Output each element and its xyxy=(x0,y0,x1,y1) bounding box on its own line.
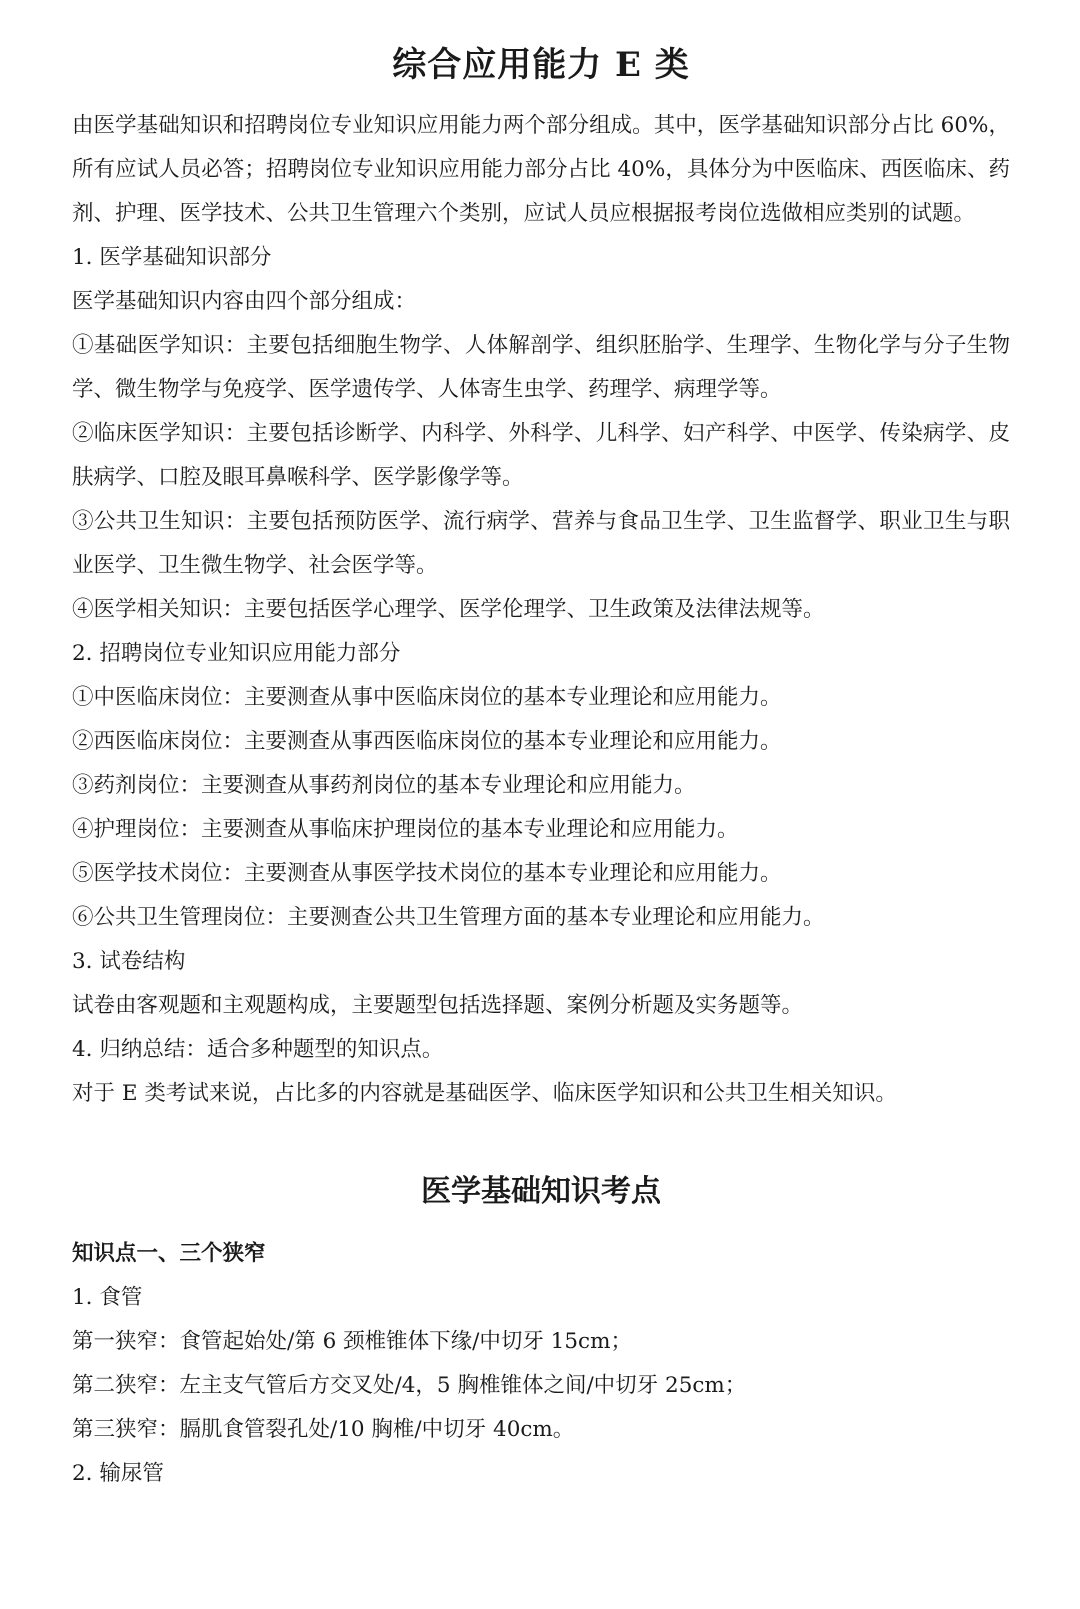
page-title: 综合应用能力 E 类 xyxy=(392,45,690,85)
ureter-heading: 2. 输尿管 xyxy=(72,1461,164,1486)
part2-heading: 2. 招聘岗位专业知识应用能力部分 xyxy=(72,641,401,666)
part1-item-public-health: ③公共卫生知识：主要包括预防医学、流行病学、营养与食品卫生学、卫生监督学、职业卫生与职业医学、卫生微生物学、社会医学等。 xyxy=(72,509,1010,578)
part1-heading: 1. 医学基础知识部分 xyxy=(72,245,272,270)
part1-item-related-knowledge: ④医学相关知识：主要包括医学心理学、医学伦理学、卫生政策及法律法规等。 xyxy=(72,597,825,622)
knowledge-point-title: 知识点一、三个狭窄 xyxy=(72,1241,266,1266)
part3-heading: 3. 试卷结构 xyxy=(72,949,186,974)
part2-item-nursing: ④护理岗位：主要测查从事临床护理岗位的基本专业理论和应用能力。 xyxy=(72,817,739,842)
part2-item-tcm-clinical: ①中医临床岗位：主要测查从事中医临床岗位的基本专业理论和应用能力。 xyxy=(72,685,782,710)
part4-text: 对于 E 类考试来说，占比多的内容就是基础医学、临床医学知识和公共卫生相关知识。 xyxy=(72,1081,897,1106)
part3-text: 试卷由客观题和主观题构成，主要题型包括选择题、案例分析题及实务题等。 xyxy=(72,993,804,1018)
part4-heading: 4. 归纳总结：适合多种题型的知识点。 xyxy=(72,1037,444,1062)
part1-item-basic-medicine: ①基础医学知识：主要包括细胞生物学、人体解剖学、组织胚胎学、生理学、生物化学与分子生物学、微生物学与免疫学、医学遗传学、人体寄生虫学、药理学、病理学等。 xyxy=(72,333,1010,402)
esophagus-heading: 1. 食管 xyxy=(72,1285,143,1310)
part2-item-pharmacy: ③药剂岗位：主要测查从事药剂岗位的基本专业理论和应用能力。 xyxy=(72,773,696,798)
part2-item-western-clinical: ②西医临床岗位：主要测查从事西医临床岗位的基本专业理论和应用能力。 xyxy=(72,729,782,754)
esophagus-narrowing-1: 第一狭窄：食管起始处/第 6 颈椎锥体下缘/中切牙 15cm； xyxy=(72,1329,632,1354)
esophagus-narrowing-2: 第二狭窄：左主支气管后方交叉处/4，5 胸椎锥体之间/中切牙 25cm； xyxy=(72,1373,747,1398)
part1-item-clinical-medicine: ②临床医学知识：主要包括诊断学、内科学、外科学、儿科学、妇产科学、中医学、传染病学、皮肤病学、口腔及眼耳鼻喉科学、医学影像学等。 xyxy=(72,421,1010,490)
section-title: 医学基础知识考点 xyxy=(421,1174,661,1209)
esophagus-narrowing-3: 第三狭窄：膈肌食管裂孔处/10 胸椎/中切牙 40cm。 xyxy=(72,1417,575,1442)
part2-item-medical-tech: ⑤医学技术岗位：主要测查从事医学技术岗位的基本专业理论和应用能力。 xyxy=(72,861,782,886)
intro-paragraph: 由医学基础知识和招聘岗位专业知识应用能力两个部分组成。其中，医学基础知识部分占比 60%，所有应试人员必答；招聘岗位专业知识应用能力部分占比 40%，具体分为中医临床、西医临床、药剂、护理、医学技术、公共卫生管理六个类别，应试人员应根据报考岗位选做相应类别的试题。 xyxy=(72,113,1010,226)
part1-lead: 医学基础知识内容由四个部分组成： xyxy=(72,289,417,314)
part2-item-public-health-mgmt: ⑥公共卫生管理岗位：主要测查公共卫生管理方面的基本专业理论和应用能力。 xyxy=(72,905,825,930)
